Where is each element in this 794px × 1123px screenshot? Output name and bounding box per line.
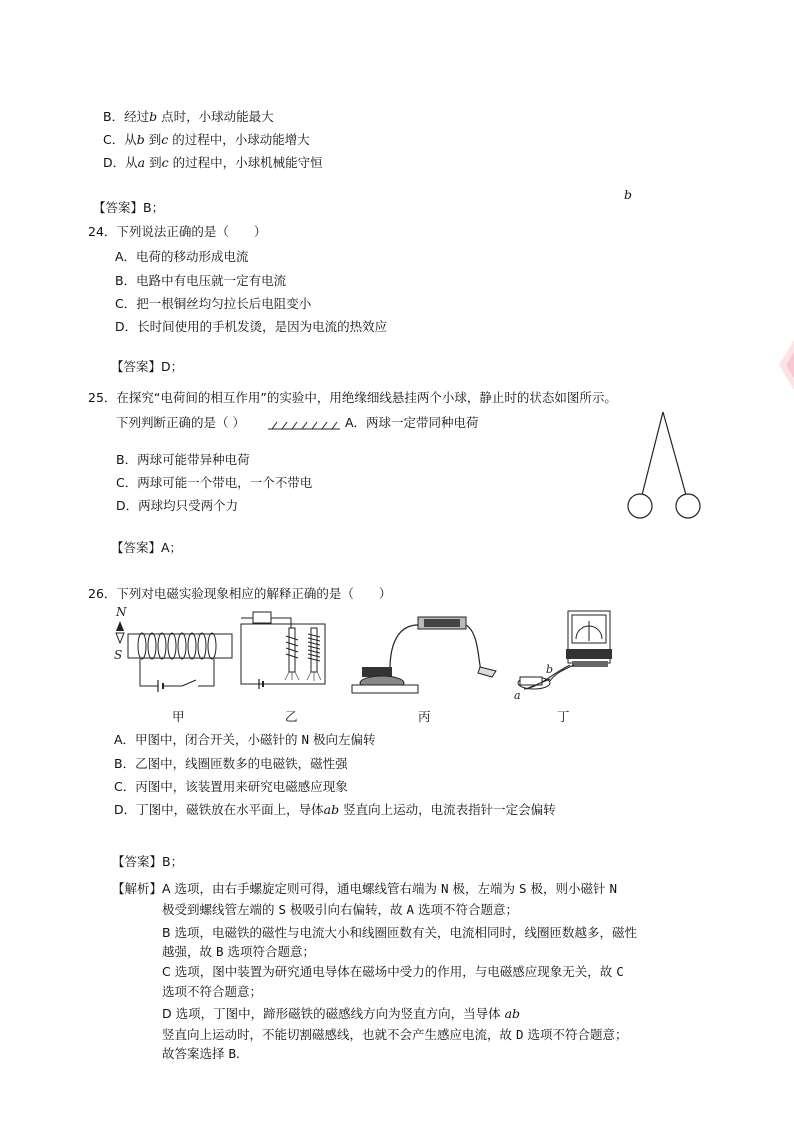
q25-stem-line2: 下列判断正确的是（ ） bbox=[116, 415, 245, 430]
q23-answer: 【答案】B； bbox=[93, 200, 165, 215]
analysis-line-a2: 极受到螺线管左端的 S 极吸引向右偏转，故 A 选项不符合题意； bbox=[162, 902, 518, 917]
q26-figure-jia-solenoid bbox=[110, 604, 236, 696]
q26-option-c: C．丙图中，该装置用来研究电磁感应现象 bbox=[114, 779, 348, 794]
conductor-a-label: a bbox=[514, 689, 521, 701]
q25-option-b: B．两球可能带异种电荷 bbox=[116, 452, 250, 467]
conductor-b-label: b bbox=[546, 663, 554, 676]
q26-figure-ding-galvanometer bbox=[510, 605, 616, 701]
q25-stem: 25．在探究“电荷间的相互作用”的实验中，用绝缘细线悬挂两个小球，静止时的状态如图所示。 bbox=[88, 390, 617, 405]
q24-stem: 24．下列说法正确的是（ ） bbox=[88, 224, 267, 239]
q25-option-d: D．两球均只受两个力 bbox=[116, 498, 239, 513]
q24-option-d: D．长时间使用的手机发烫，是因为电流的热效应 bbox=[115, 319, 388, 334]
q26-caption-yi: 乙 bbox=[285, 709, 298, 724]
q23-option-b: B．经过b 点时，小球动能最大 bbox=[103, 109, 274, 124]
q26-caption-bing: 丙 bbox=[418, 709, 431, 724]
analysis-line-b1: B 选项，电磁铁的磁性与电流大小和线圈匝数有关，电流相同时，线圈匝数越多，磁性 bbox=[162, 925, 638, 940]
q26-figure-bing-apparatus bbox=[350, 611, 500, 699]
q26-option-b: B．乙图中，线圈匝数多的电磁铁，磁性强 bbox=[114, 756, 348, 771]
analysis-line-d2: 竖直向上运动时，不能切割磁感线，也就不会产生感应电流，故 D 选项不符合题意； bbox=[162, 1027, 628, 1042]
analysis-line-c2: 选项不符合题意； bbox=[162, 984, 263, 999]
q24-option-c: C．把一根铜丝均匀拉长后电阻变小 bbox=[115, 296, 312, 311]
q26-option-a: A．甲图中，闭合开关，小磁针的 N 极向左偏转 bbox=[114, 732, 376, 747]
compass-n-label: N bbox=[116, 605, 127, 619]
q25-suspended-balls-figure bbox=[620, 408, 710, 522]
q25-option-a: A．两球一定带同种电荷 bbox=[345, 415, 479, 430]
analysis-line-d1: D 选项，丁图中，蹄形磁铁的磁感线方向为竖直方向，当导体 ab bbox=[162, 1006, 521, 1021]
analysis-line-b2: 越强，故 B 选项符合题意； bbox=[162, 944, 315, 959]
q26-caption-ding: 丁 bbox=[557, 709, 570, 724]
q25-hatch-mark bbox=[268, 419, 340, 431]
analysis-line-a1: 【解析】A 选项，由右手螺旋定则可得，通电螺线管右端为 N 极，左端为 S 极，则小磁针 N bbox=[112, 881, 618, 896]
q26-figure-yi-electromagnets bbox=[237, 606, 335, 698]
q23-figure-label: b bbox=[624, 187, 633, 202]
q24-answer: 【答案】D； bbox=[111, 359, 184, 374]
compass-s-label: S bbox=[114, 648, 123, 662]
analysis-line-c1: C 选项，图中装置为研究通电导体在磁场中受力的作用，与电磁感应现象无关，故 C bbox=[162, 964, 624, 979]
q24-option-b: B．电路中有电压就一定有电流 bbox=[115, 273, 287, 288]
analysis-conclusion: 故答案选择 B. bbox=[162, 1046, 240, 1061]
q24-option-a: A．电荷的移动形成电流 bbox=[115, 249, 249, 264]
q26-option-d: D．丁图中，磁铁放在水平面上，导体ab 竖直向上运动，电流表指针一定会偏转 bbox=[114, 802, 556, 817]
page-edge-mark bbox=[775, 340, 794, 390]
q23-option-c: C．从b 到c 的过程中，小球动能增大 bbox=[103, 132, 310, 147]
q26-stem: 26．下列对电磁实验现象相应的解释正确的是（ ） bbox=[88, 586, 392, 601]
q23-option-d: D．从a 到c 的过程中，小球机械能守恒 bbox=[103, 155, 323, 170]
q25-answer: 【答案】A； bbox=[111, 540, 183, 555]
q26-answer: 【答案】B； bbox=[112, 854, 184, 869]
q26-caption-jia: 甲 bbox=[172, 709, 185, 724]
q25-option-c: C．两球可能一个带电，一个不带电 bbox=[116, 475, 313, 490]
